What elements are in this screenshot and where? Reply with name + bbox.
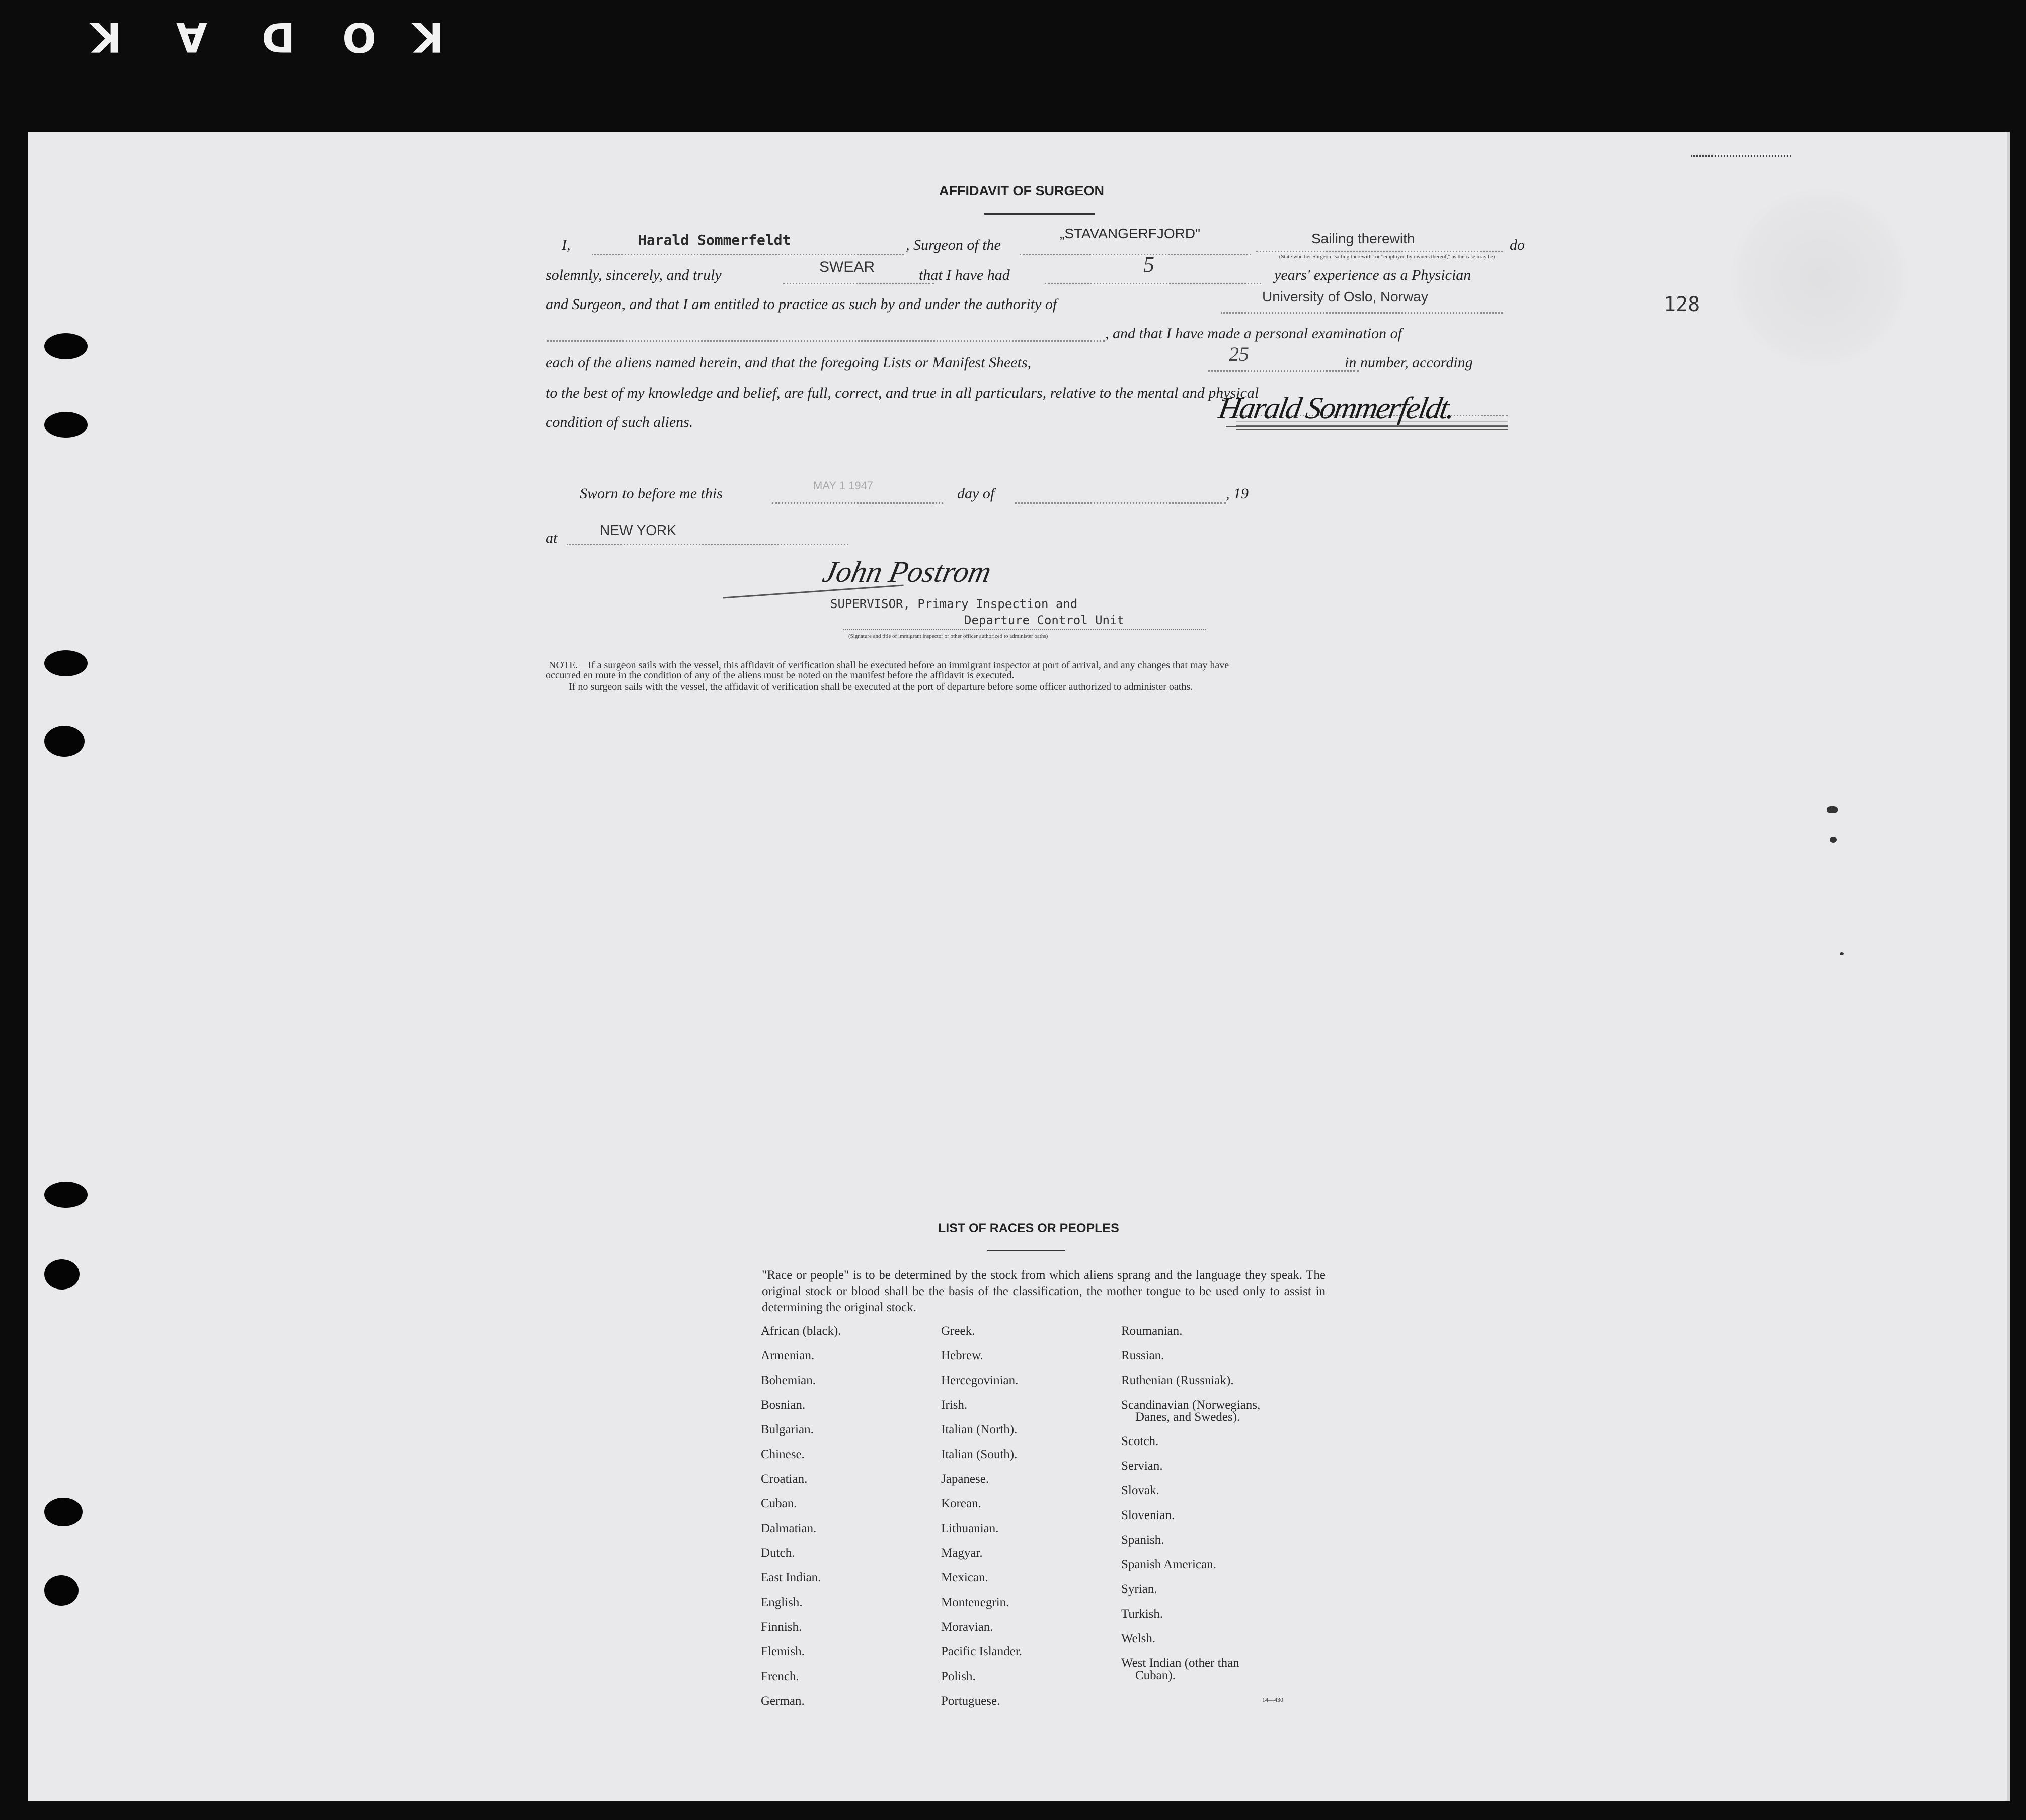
surgeon-signature: Harald Sommerfeldt. [1216,391,1457,425]
manifest-sheet-count: 25 [1229,343,1249,365]
race-item: Armenian. [761,1349,815,1362]
race-item: African (black). [761,1324,841,1338]
margin-speck [1840,952,1844,955]
top-right-marks [1691,155,1791,157]
margin-speck [1830,837,1837,843]
race-item: French. [761,1670,799,1683]
name-field-line [592,254,904,255]
punch-hole [44,726,85,757]
authority-continuation-line [547,340,1105,342]
race-item: Scandinavian (Norwegians, [1121,1398,1261,1412]
inspector-signature-line [843,629,1206,630]
race-item: German. [761,1694,805,1708]
race-item: Bulgarian. [761,1423,814,1436]
race-item: English. [761,1596,803,1609]
film-letter: K [413,14,444,60]
line1-prefix: I, [562,237,571,253]
race-item: Pacific Islander. [941,1645,1023,1658]
margin-speck [1827,806,1838,813]
inspector-title-line2: Departure Control Unit [964,613,1124,627]
race-item: Portuguese. [941,1694,1000,1708]
punch-hole [44,650,88,676]
place-field-line [567,544,848,545]
bleed-through-stamp [1729,187,1910,368]
sworn-place: NEW YORK [600,522,676,538]
licensing-authority: University of Oslo, Norway [1262,289,1428,305]
line7-text: condition of such aliens. [546,414,693,430]
note-line-2: occurred en route in the condition of any of the aliens must be noted on the manifest before the affidavit is executed. [546,670,1015,681]
race-item: West Indian (other than [1121,1656,1239,1670]
race-item: Cuban. [761,1497,797,1510]
race-item: Dalmatian. [761,1522,817,1535]
races-title: LIST OF RACES OR PEOPLES [938,1221,1119,1235]
race-item: Hebrew. [941,1349,983,1362]
race-item: Slovak. [1121,1484,1159,1497]
page-number: 128 [1664,293,1700,316]
line5-suffix: in number, according [1345,354,1473,371]
race-item: Roumanian. [1121,1324,1183,1338]
race-item: Japanese. [941,1472,989,1486]
race-item: Scotch. [1121,1434,1159,1448]
authority-field-line [1221,312,1503,314]
surgeon-status: Sailing therewith [1311,231,1415,246]
form-number: 14—430 [1262,1696,1283,1703]
status-instruction: (State whether Surgeon "sailing therewith" or "employed by owners thereof," as the case may be) [1279,254,1495,260]
film-edge-marker [91,14,473,59]
surgeon-name: Harald Sommerfeldt [638,232,791,248]
race-item: Hercegovinian. [941,1374,1019,1387]
race-item: Lithuanian. [941,1522,999,1535]
race-item: Korean. [941,1497,981,1510]
race-item: East Indian. [761,1571,821,1584]
race-item: Spanish American. [1121,1558,1216,1571]
race-item: Montenegrin. [941,1596,1009,1609]
race-item: Irish. [941,1398,968,1412]
race-item: Moravian. [941,1620,993,1634]
race-item: Cuban). [1135,1669,1176,1682]
race-item: Turkish. [1121,1607,1163,1621]
race-item: Welsh. [1121,1632,1156,1645]
film-letter: O [342,14,377,60]
sworn-prefix: Sworn to before me this [580,485,723,502]
line4-text: , and that I have made a personal examination of [1105,325,1402,342]
races-title-rule [987,1250,1065,1251]
title-rule [984,213,1095,215]
inspector-signature: John Postrom [820,555,994,588]
punch-hole [44,1498,83,1526]
race-item: Finnish. [761,1620,802,1634]
race-item: Polish. [941,1670,976,1683]
line2-suffix: years' experience as a Physician [1274,267,1471,283]
race-item: Italian (North). [941,1423,1018,1436]
manifest-sheet [28,132,2010,1801]
line1-middle: , Surgeon of the [906,237,1001,253]
day-of-label: day of [957,485,995,502]
punch-hole [44,1575,79,1606]
race-item: Dutch. [761,1546,795,1560]
race-item: Croatian. [761,1472,808,1486]
years-experience: 5 [1143,252,1154,277]
line2-middle: that I have had [919,267,1010,283]
film-letter: A [176,14,207,60]
race-item: Ruthenian (Russniak). [1121,1374,1234,1387]
punch-hole [44,333,88,359]
note-line-3: If no surgeon sails with the vessel, the affidavit of verification shall be executed at the port of departure before some officer authorized to administer oaths. [569,681,1193,692]
inspector-title-line1: SUPERVISOR, Primary Inspection and [830,597,1078,611]
punch-hole [44,412,88,438]
line6-text: to the best of my knowledge and belief, are full, correct, and true in all particulars, relative to the mental and physical [546,385,1259,401]
year-prefix: , 19 [1226,485,1249,502]
sworn-month-line [1015,502,1226,504]
race-item: Flemish. [761,1645,805,1658]
line1-suffix: do [1510,237,1525,253]
ship-field-line [1020,254,1251,255]
race-item: Russian. [1121,1349,1164,1362]
sworn-date-stamp: MAY 1 1947 [813,479,874,492]
years-field-line [1045,283,1261,284]
race-item: Danes, and Swedes). [1135,1410,1240,1424]
sheets-field-line [1208,370,1359,372]
ship-name: „STAVANGERFJORD" [1060,225,1201,241]
punch-hole [44,1259,80,1290]
race-item: Greek. [941,1324,975,1338]
races-intro: "Race or people" is to be determined by the stock from which aliens sprang and the language they speak. The original stock or blood shall be the basis of the classification, the mother tongue to be used only to assist in determining the original stock. [762,1268,1326,1314]
oath-word: SWEAR [819,259,875,275]
race-item: Spanish. [1121,1533,1164,1547]
affidavit-title: AFFIDAVIT OF SURGEON [939,183,1104,198]
line5-prefix: each of the aliens named herein, and that the foregoing Lists or Manifest Sheets, [546,354,1032,371]
race-item: Magyar. [941,1546,983,1560]
race-item: Bosnian. [761,1398,806,1412]
sworn-date-line [772,502,943,504]
race-item: Italian (South). [941,1448,1018,1461]
race-item: Bohemian. [761,1374,816,1387]
punch-hole [44,1182,88,1208]
oath-field-line [783,283,934,284]
film-letter: K [91,14,122,60]
note-line-1: NOTE.—If a surgeon sails with the vessel, this affidavit of verification shall be executed before an immigrant inspector at port of arrival, and any changes that may have [549,660,1229,671]
race-item: Syrian. [1121,1582,1157,1596]
race-item: Mexican. [941,1571,988,1584]
line2-prefix: solemnly, sincerely, and truly [546,267,722,283]
line3-prefix: and Surgeon, and that I am entitled to practice as such by and under the authority of [546,296,1057,313]
status-field-line [1256,251,1503,252]
race-item: Chinese. [761,1448,805,1461]
race-item: Slovenian. [1121,1508,1175,1522]
at-prefix: at [546,529,558,546]
inspector-caption: (Signature and title of immigrant inspector or other officer authorized to administer oaths) [848,633,1048,639]
film-letter: D [262,14,295,60]
race-item: Servian. [1121,1459,1163,1473]
